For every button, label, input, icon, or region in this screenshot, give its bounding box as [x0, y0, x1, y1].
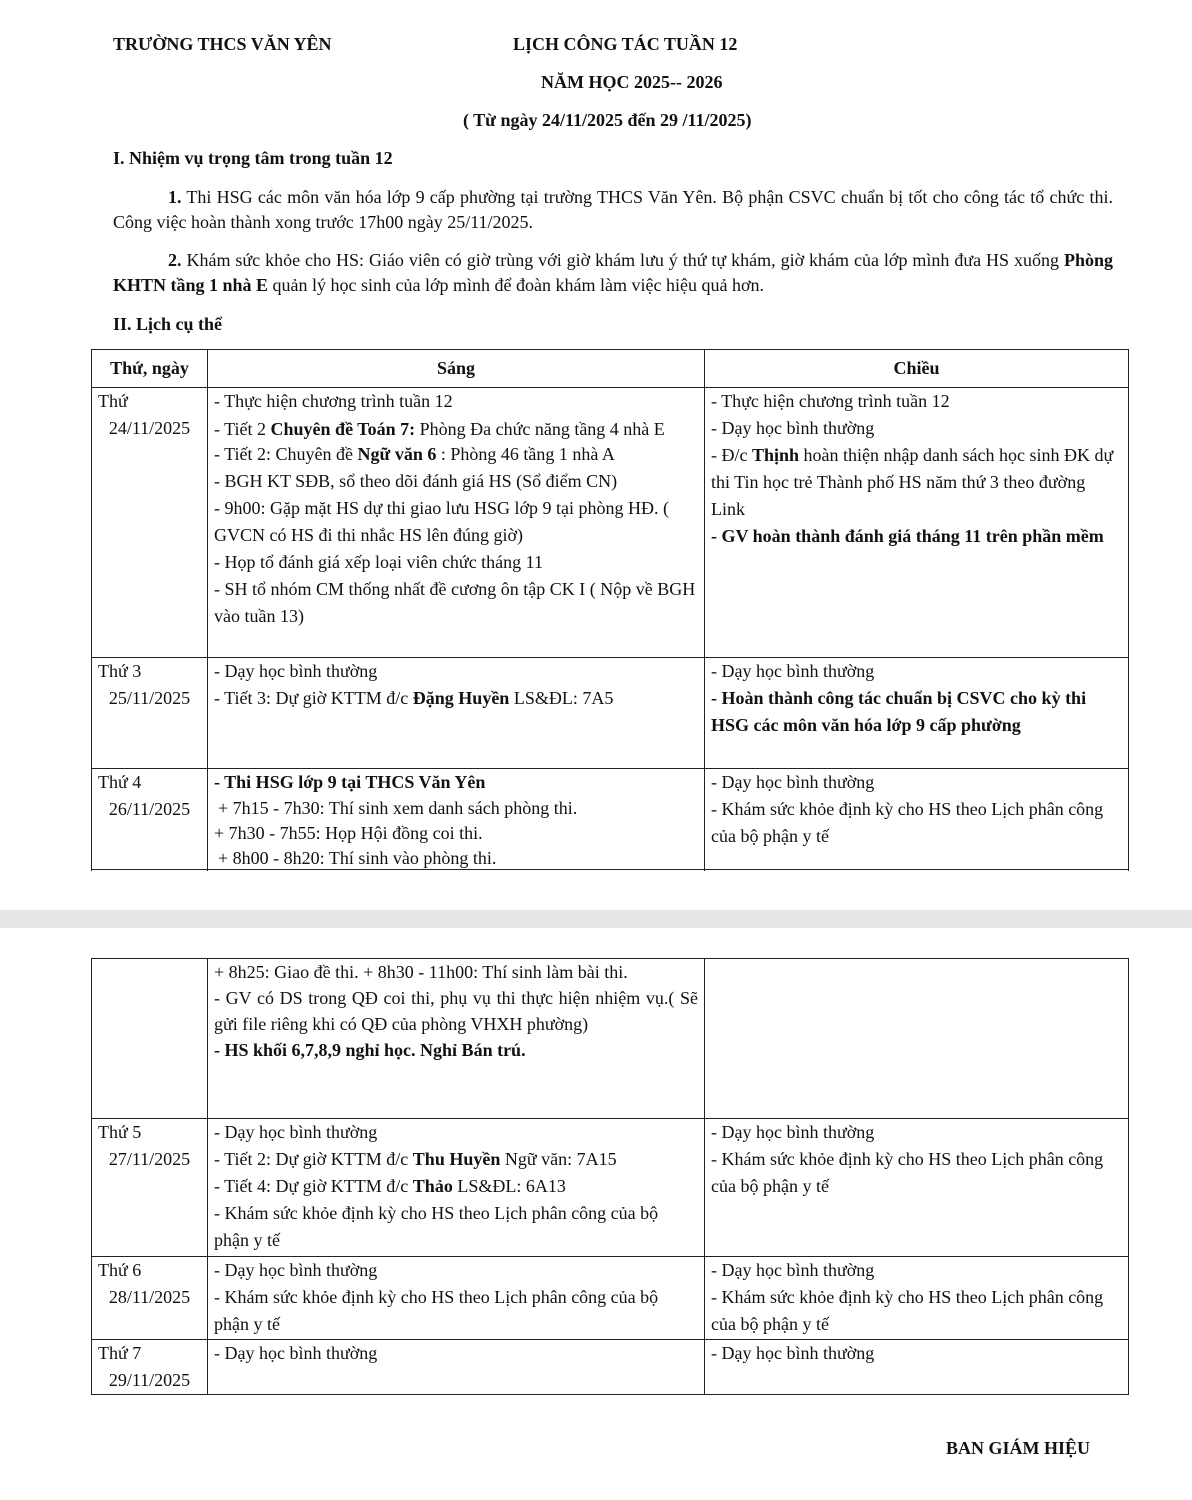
list-item-bold: Thịnh: [751, 445, 800, 465]
list-item: - SH tổ nhóm CM thống nhất đề cương ôn tập CK I ( Nộp về BGH vào tuần 13): [214, 579, 696, 626]
col-header-afternoon: Chiều: [705, 350, 1129, 388]
morning-cell: [208, 1340, 705, 1395]
list-item-bold: Ngữ văn 6: [357, 444, 437, 464]
list-item: - Khám sức khỏe định kỳ cho HS theo Lịch phân công của bộ phận y tế: [214, 1287, 659, 1334]
list-item: + 7h30 - 7h55: Họp Hội đồng coi thi.: [214, 823, 483, 843]
task-item-1-number: 1.: [168, 187, 182, 207]
col-header-day: Thứ, ngày: [92, 350, 208, 388]
list-item: - Dạy học bình thường: [711, 1260, 875, 1280]
list-item-text: LS&ĐL: 7A5: [509, 688, 614, 708]
list-item: [214, 415, 698, 441]
table-row-friday: [92, 1257, 1129, 1340]
day-date: 27/11/2025: [108, 1149, 191, 1169]
list-item: - Dạy học bình thường: [214, 661, 378, 681]
afternoon-cell: [705, 1119, 1129, 1257]
day-label: Thứ 6: [98, 1260, 142, 1280]
day-label: Thứ 3: [98, 661, 142, 681]
list-item-bold: Thu Huyền: [412, 1149, 501, 1169]
list-item: + 7h15 - 7h30: Thí sinh xem danh sách phòng thi.: [218, 798, 578, 818]
table-bottom-border: [91, 869, 1128, 870]
day-cell: [92, 388, 208, 658]
list-item: - Dạy học bình thường: [711, 1122, 875, 1142]
morning-cell: [208, 1119, 705, 1257]
table-row-tuesday: [92, 658, 1129, 769]
day-date: 24/11/2025: [108, 418, 191, 438]
list-item: - Khám sức khỏe định kỳ cho HS theo Lịch phân công của bộ phận y tế: [214, 1203, 659, 1250]
table-row-thursday: [92, 1119, 1129, 1257]
schedule-table: [91, 349, 1129, 871]
list-item: - 9h00: Gặp mặt HS dự thi giao lưu HSG lớp 9 tại phòng HĐ. ( GVCN có HS đi thi nhắc HS lên đúng giờ): [214, 498, 670, 545]
list-item: [214, 1146, 698, 1173]
day-label: Thứ: [98, 391, 128, 411]
date-range: ( Từ ngày 24/11/2025 đến 29 /11/2025): [463, 110, 752, 130]
list-item: - BGH KT SĐB, sổ theo dõi đánh giá HS (Sổ điểm CN): [214, 471, 618, 491]
morning-cell: [208, 658, 705, 769]
table-row-wednesday-continued: [92, 959, 1129, 1119]
afternoon-cell: [705, 658, 1129, 769]
school-name: TRƯỜNG THCS VĂN YÊN: [113, 34, 332, 54]
day-cell: [92, 959, 208, 1119]
list-item-text: hoàn thiện nhập danh sách học sinh ĐK dự thi Tin học trẻ Thành phố HS năm thứ 3 theo đường Link: [711, 445, 1114, 519]
list-item-text: - Tiết 2: Dự giờ KTTM đ/c: [214, 1149, 413, 1169]
col-header-morning: Sáng: [208, 350, 705, 388]
schedule-table-continued: [91, 958, 1129, 1395]
table-row-monday: [92, 388, 1129, 658]
list-item-text: - Tiết 2: Chuyên đề: [214, 444, 358, 464]
list-item: - Thực hiện chương trình tuần 12: [214, 391, 453, 411]
list-item: - Họp tổ đánh giá xếp loại viên chức tháng 11: [214, 552, 544, 572]
school-year: NĂM HỌC 2025-- 2026: [541, 72, 723, 92]
task-item-2-text-end: quản lý học sinh của lớp mình để đoàn khám làm việc hiệu quả hơn.: [272, 275, 764, 295]
list-item: - Dạy học bình thường: [711, 772, 875, 792]
document-page-2: [0, 928, 1192, 1500]
list-item-text: Ngữ văn: 7A15: [500, 1149, 617, 1169]
afternoon-cell: [705, 1340, 1129, 1395]
table-header-row: [92, 350, 1129, 388]
day-date: 26/11/2025: [108, 799, 191, 819]
morning-cell: [208, 388, 705, 658]
day-cell: [92, 1340, 208, 1395]
task-item-2-location: Phòng KHTN tầng 1 nhà E: [113, 250, 1113, 295]
list-item: - Khám sức khỏe định kỳ cho HS theo Lịch phân công của bộ phận y tế: [711, 1287, 1104, 1334]
list-item-text: LS&ĐL: 6A13: [452, 1176, 566, 1196]
table-row-saturday: [92, 1340, 1129, 1395]
morning-cell: [208, 769, 705, 872]
day-date: 28/11/2025: [108, 1287, 191, 1307]
list-item: - Thi HSG lớp 9 tại THCS Văn Yên: [214, 772, 486, 792]
day-label: Thứ 7: [98, 1343, 142, 1363]
task-item-2-number: 2.: [168, 250, 182, 270]
list-item: - Dạy học bình thường: [214, 1122, 378, 1142]
list-item: - Dạy học bình thường: [214, 1343, 378, 1363]
day-cell: [92, 1119, 208, 1257]
day-date: 25/11/2025: [108, 688, 191, 708]
list-item-bold: Đặng Huyền: [412, 688, 510, 708]
list-item: - GV có DS trong QĐ coi thi, phụ vụ thi thực hiện nhiệm vụ.( Sẽ gửi file riêng khi có QĐ của phòng VHXH phường): [214, 988, 698, 1034]
task-item-2: [113, 248, 1113, 298]
day-date: 29/11/2025: [108, 1370, 191, 1390]
list-item-text: - Đ/c: [711, 445, 752, 465]
list-item: - Thực hiện chương trình tuần 12: [711, 391, 950, 411]
list-item: [214, 441, 698, 468]
task-item-2-text: Khám sức khỏe cho HS: Giáo viên có giờ trùng với giờ khám lưu ý thứ tự khám, giờ khám của lớp mình đưa HS xuống: [186, 250, 1060, 270]
list-item-text: - Tiết 4: Dự giờ KTTM đ/c: [214, 1176, 413, 1196]
list-item: - HS khối 6,7,8,9 nghỉ học. Nghỉ Bán trú.: [214, 1040, 526, 1060]
list-item: + 8h25: Giao đề thi. + 8h30 - 11h00: Thí sinh làm bài thi.: [214, 962, 628, 982]
task-item-1: [113, 185, 1113, 235]
list-item: - Dạy học bình thường: [711, 661, 875, 681]
list-item: + 8h00 - 8h20: Thí sinh vào phòng thi.: [218, 848, 497, 868]
day-cell: [92, 658, 208, 769]
list-item: [711, 442, 1122, 523]
morning-cell: [208, 1257, 705, 1340]
table-row-wednesday: [92, 769, 1129, 872]
list-item-bold: Chuyên đề Toán 7:: [270, 419, 416, 439]
list-item: - Khám sức khỏe định kỳ cho HS theo Lịch phân công của bộ phận y tế: [711, 1149, 1104, 1196]
afternoon-cell: [705, 959, 1129, 1119]
list-item: - Hoàn thành công tác chuẩn bị CSVC cho kỳ thi HSG các môn văn hóa lớp 9 cấp phường: [711, 688, 1087, 735]
list-item: - Dạy học bình thường: [711, 1343, 875, 1363]
afternoon-cell: [705, 769, 1129, 872]
list-item-bold: Thảo: [412, 1176, 453, 1196]
signature-label: BAN GIÁM HIỆU: [946, 1438, 1091, 1458]
list-item: [214, 685, 698, 712]
day-cell: [92, 769, 208, 872]
morning-cell: [208, 959, 705, 1119]
list-item: - Dạy học bình thường: [214, 1260, 378, 1280]
day-label: Thứ 4: [98, 772, 142, 792]
afternoon-cell: [705, 388, 1129, 658]
day-cell: [92, 1257, 208, 1340]
section-1-heading: I. Nhiệm vụ trọng tâm trong tuần 12: [113, 148, 393, 168]
task-item-1-text: Thi HSG các môn văn hóa lớp 9 cấp phường tại trường THCS Văn Yên. Bộ phận CSVC chuẩn bị tốt cho công tác tổ chức thi. Công việc hoàn thành xong trước 17h00 ngày 25/11/2025.: [113, 187, 1113, 232]
list-item: - GV hoàn thành đánh giá tháng 11 trên phần mềm: [711, 526, 1104, 546]
list-item: [214, 1173, 698, 1200]
schedule-title: LỊCH CÔNG TÁC TUẦN 12: [513, 34, 738, 54]
list-item: - Khám sức khỏe định kỳ cho HS theo Lịch phân công của bộ phận y tế: [711, 799, 1104, 846]
list-item: - Dạy học bình thường: [711, 418, 875, 438]
section-2-heading: II. Lịch cụ thể: [113, 314, 223, 334]
day-label: Thứ 5: [98, 1122, 142, 1142]
afternoon-cell: [705, 1257, 1129, 1340]
list-item-text: : Phòng 46 tầng 1 nhà A: [436, 444, 615, 464]
list-item-text: Phòng Đa chức năng tầng 4 nhà E: [415, 419, 665, 439]
list-item-text: - Tiết 3: Dự giờ KTTM đ/c: [214, 688, 413, 708]
list-item-text: - Tiết 2: [214, 419, 271, 439]
